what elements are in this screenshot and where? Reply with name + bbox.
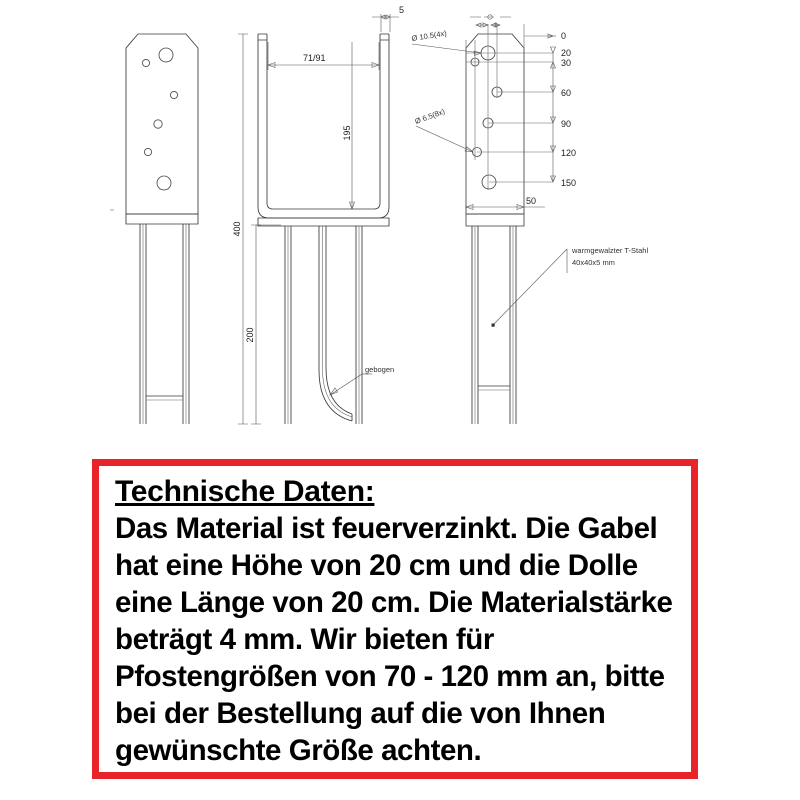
dim-fork-depth [342, 42, 355, 209]
dim-fork-depth-label: 195 [342, 125, 352, 141]
dim-leg-length-label: 200 [245, 327, 255, 343]
front-hole-small-2 [170, 91, 177, 98]
dim-top-small [470, 15, 511, 27]
ordinate-label-30: 30 [561, 58, 572, 68]
technical-data-body: Das Material ist feuerverzinkt. Die Gabel hat eine Höhe von 20 cm und die Dolle eine Länge von 20 cm. Die Materialstärke beträgt 4 mm. Wir bieten für Pfostengrößen von 70 - 120 mm an, bitte bei der Bestellung auf die von Ihnen gewünschte Größe achten. [115, 512, 673, 768]
dim-plate-width [466, 196, 545, 213]
front-hole-large-1 [159, 48, 173, 62]
dim-plate-width-label: 50 [526, 196, 537, 206]
label-small-hole [414, 107, 473, 152]
dim-total-height [232, 34, 248, 424]
dim-total-height-label: 400 [232, 221, 242, 237]
dim-thickness [372, 5, 404, 32]
ordinate-dimensions [548, 31, 576, 188]
ordinate-label-150: 150 [561, 178, 577, 188]
hole-pattern-view [411, 15, 649, 424]
label-large-hole-text: Ø 10.5(4x) [410, 28, 448, 43]
note-gebogen-label: gebogen [365, 365, 395, 374]
dim-thickness-label: 5 [399, 5, 405, 15]
dim-fork-width [268, 42, 379, 70]
technical-data-title: Technische Daten: [115, 475, 375, 508]
front-view [110, 34, 198, 424]
note-material [492, 246, 649, 327]
note-material-line1: warmgewalzter T-Stahl [572, 246, 649, 255]
technical-data-inner [99, 466, 691, 772]
front-hole-small-1 [142, 59, 149, 66]
front-hole-small-4 [144, 148, 151, 155]
technical-data-box [92, 459, 698, 779]
dim-fork-width-label: 71/91 [303, 53, 326, 63]
label-large-hole [411, 28, 481, 55]
ordinate-label-20: 20 [561, 48, 572, 58]
ordinate-label-0: 0 [561, 31, 567, 41]
side-view-fork [232, 5, 404, 424]
front-hole-large-2 [157, 176, 171, 190]
note-material-line2: 40x40x5 mm [572, 258, 615, 267]
dim-leg-length [245, 225, 281, 424]
label-small-hole-text: Ø 6.5(8x) [413, 106, 447, 126]
ordinate-label-60: 60 [561, 88, 572, 98]
ordinate-label-90: 90 [561, 119, 572, 129]
front-hole-small-3 [154, 120, 162, 128]
ordinate-label-120: 120 [561, 148, 577, 158]
